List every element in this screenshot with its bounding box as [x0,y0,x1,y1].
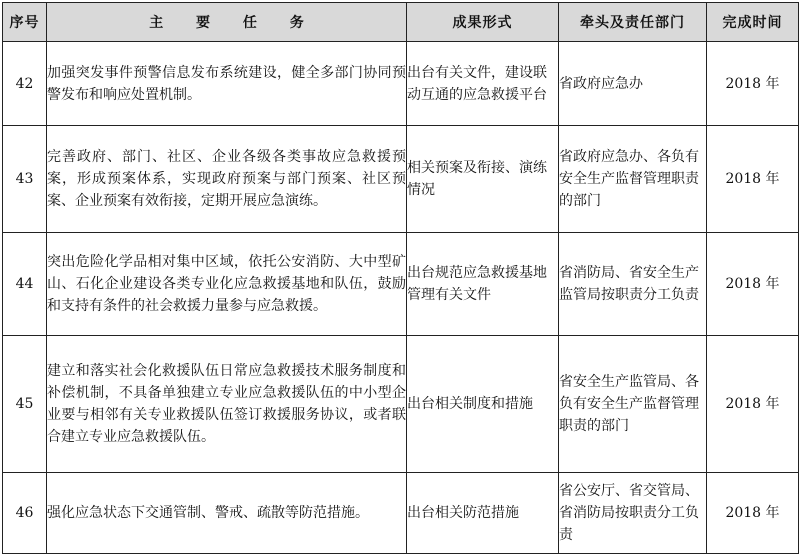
table-row [3,473,799,554]
row-time: 2018 年 [707,42,799,126]
row-dept: 省安全生产监管局、各负有安全生产监督管理职责的部门 [559,336,707,473]
header-task: 主 要 任 务 [47,3,407,42]
row-dept: 省政府应急办、各负有安全生产监督管理职责的部门 [559,126,707,233]
row-dept: 省公安厅、省交管局、省消防局按职责分工负责 [559,473,707,554]
row-output: 出台规范应急救援基地管理有关文件 [407,233,559,336]
header-dept: 牵头及责任部门 [559,3,707,42]
row-time: 2018 年 [707,126,799,233]
row-num: 46 [3,473,47,554]
table-row [3,336,799,473]
row-num: 44 [3,233,47,336]
row-time: 2018 年 [707,233,799,336]
header-row [3,3,799,42]
row-num: 43 [3,126,47,233]
row-task: 加强突发事件预警信息发布系统建设，健全多部门协同预警发布和响应处置机制。 [47,42,407,126]
header-time: 完成时间 [707,3,799,42]
row-time: 2018 年 [707,473,799,554]
row-num: 45 [3,336,47,473]
table-row [3,233,799,336]
row-task: 突出危险化学品相对集中区域，依托公安消防、大中型矿山、石化企业建设各类专业化应急救援基地和队伍，鼓励和支持有条件的社会救援力量参与应急救援。 [47,233,407,336]
task-table [2,2,799,554]
row-dept: 省政府应急办 [559,42,707,126]
table-row [3,126,799,233]
header-output: 成果形式 [407,3,559,42]
row-task: 完善政府、部门、社区、企业各级各类事故应急救援预案，形成预案体系，实现政府预案与部门预案、社区预案、企业预案有效衔接，定期开展应急演练。 [47,126,407,233]
row-num: 42 [3,42,47,126]
table-row [3,42,799,126]
row-output: 出台有关文件，建设联动互通的应急救援平台 [407,42,559,126]
row-task: 建立和落实社会化救援队伍日常应急救援技术服务制度和补偿机制，不具备单独建立专业应急救援队伍的中小型企业要与相邻有关专业救援队伍签订救援服务协议，或者联合建立专业应急救援队伍。 [47,336,407,473]
row-output: 出台相关防范措施 [407,473,559,554]
row-time: 2018 年 [707,336,799,473]
row-task: 强化应急状态下交通管制、警戒、疏散等防范措施。 [47,473,407,554]
row-output: 出台相关制度和措施 [407,336,559,473]
row-dept: 省消防局、省安全生产监管局按职责分工负责 [559,233,707,336]
header-num: 序号 [3,3,47,42]
row-output: 相关预案及衔接、演练情况 [407,126,559,233]
